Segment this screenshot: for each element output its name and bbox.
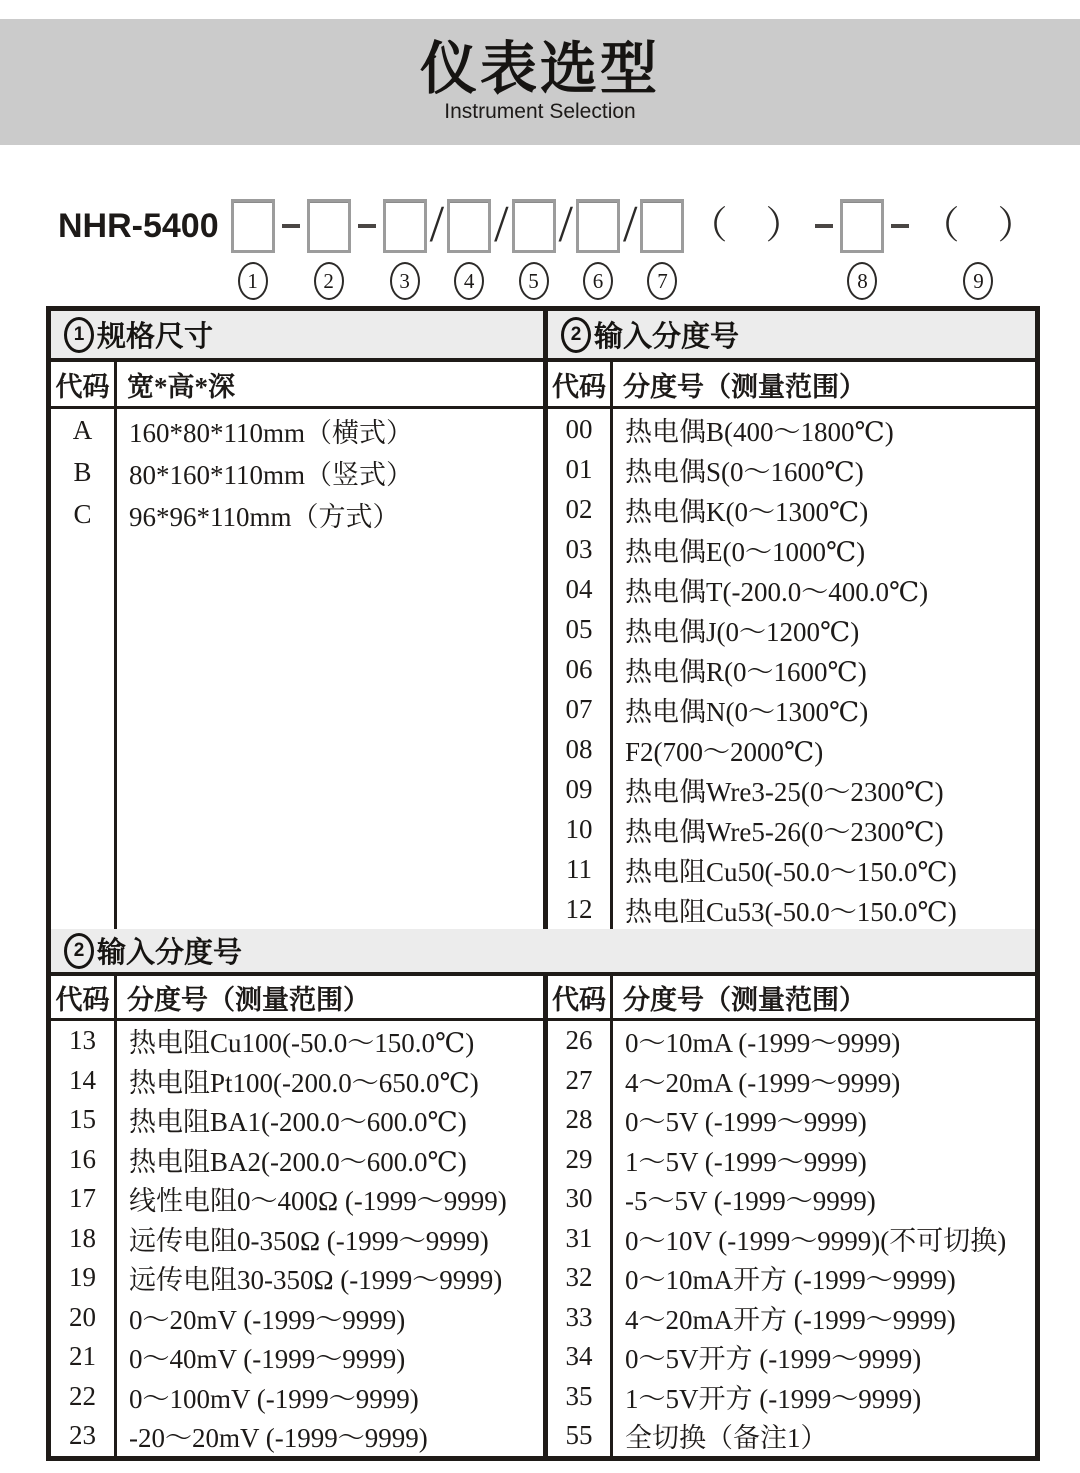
row-code: B	[73, 456, 92, 487]
row-desc: 0～40mV (-1999～9999)	[129, 1344, 406, 1375]
column-headers	[548, 976, 1035, 1021]
column-headers	[51, 976, 543, 1021]
row-desc: 远传电阻0-350Ω (-1999～9999)	[129, 1225, 489, 1256]
row-desc: F2(700～2000℃)	[625, 736, 824, 767]
blank-box-icon	[840, 199, 884, 253]
row-code: 18	[69, 1222, 96, 1253]
row-code: 13	[69, 1025, 96, 1056]
parentheses: （ ）	[921, 205, 1036, 247]
row-code: 35	[565, 1380, 593, 1411]
dash-separator	[815, 224, 833, 228]
circled-number-icon: 1	[64, 317, 94, 353]
model-number: NHR-5400	[58, 207, 219, 245]
circled-number-icon: 6	[583, 262, 613, 300]
row-desc: 热电偶T(-200.0～400.0℃)	[625, 576, 929, 607]
table-body	[548, 1021, 1035, 1456]
row-code: 21	[69, 1341, 96, 1372]
page-subtitle: Instrument Selection	[444, 100, 636, 124]
selection-table	[46, 306, 1040, 1461]
table-body	[51, 409, 543, 929]
row-code: 12	[565, 893, 593, 924]
circled-number-icon: 2	[64, 933, 94, 969]
row-code: 20	[69, 1301, 96, 1332]
row-desc: 热电阻BA1(-200.0～600.0℃)	[129, 1107, 467, 1138]
blank-box-icon	[640, 199, 684, 253]
row-desc: 热电偶B(400～1800℃)	[625, 416, 894, 447]
input-index-right	[548, 976, 1035, 1456]
column-headers	[51, 362, 543, 409]
code-position-2	[307, 199, 351, 300]
row-desc: 热电阻Cu53(-50.0～150.0℃)	[625, 896, 957, 927]
row-code: 22	[69, 1380, 96, 1411]
slash-separator: /	[622, 196, 638, 253]
row-code: 02	[565, 493, 593, 524]
slash-separator: /	[494, 196, 509, 253]
row-code: 03	[565, 533, 593, 564]
row-desc: 热电偶N(0～1300℃)	[625, 696, 869, 727]
code-position-7	[640, 199, 684, 300]
section-2	[51, 929, 1035, 1456]
row-desc: 热电阻Pt100(-200.0～650.0℃)	[129, 1067, 479, 1098]
row-code: 27	[565, 1064, 593, 1095]
row-desc: 0～100mV (-1999～9999)	[129, 1383, 419, 1414]
column-header-desc: 宽*高*深	[127, 371, 235, 402]
input-index-panel-1	[548, 311, 1035, 929]
circled-number-icon: 8	[847, 262, 877, 300]
desc-column	[613, 409, 1035, 929]
column-header-code: 代码	[548, 362, 613, 406]
circled-number-icon: 2	[561, 317, 591, 353]
row-code: 05	[565, 613, 593, 644]
blank-box-icon	[307, 199, 351, 253]
desc-column	[613, 1021, 1035, 1456]
row-desc: 80*160*110mm（竖式）	[129, 459, 414, 490]
row-code: 28	[565, 1104, 593, 1135]
row-desc: -5～5V (-1999～9999)	[625, 1186, 876, 1217]
dash-separator	[891, 224, 909, 228]
row-code: 00	[565, 413, 593, 444]
spec-size-panel	[51, 311, 548, 929]
section-title: 输入分度号	[594, 321, 740, 353]
row-code: 29	[565, 1143, 593, 1174]
row-desc: 0～10V (-1999～9999)(不可切换)	[625, 1225, 1007, 1256]
table-body	[51, 1021, 543, 1456]
row-code: 06	[565, 653, 593, 684]
circled-number-icon: 5	[519, 262, 549, 300]
code-column	[548, 409, 613, 929]
code-position-3	[383, 199, 427, 300]
row-code: 33	[565, 1301, 593, 1332]
table-body	[548, 409, 1035, 929]
circled-number-icon: 3	[390, 262, 420, 300]
blank-box-icon	[383, 199, 427, 253]
column-header-code: 代码	[51, 976, 117, 1018]
row-code: 14	[69, 1064, 96, 1095]
row-code: 08	[565, 733, 593, 764]
column-header-desc: 分度号（测量范围）	[623, 984, 866, 1015]
header-band	[0, 19, 1080, 145]
row-desc: 热电阻Cu100(-50.0～150.0℃)	[129, 1028, 475, 1059]
row-desc: 热电偶K(0～1300℃)	[625, 496, 869, 527]
row-code: 04	[565, 573, 593, 604]
section-title: 规格尺寸	[97, 321, 214, 353]
row-desc: 线性电阻0～400Ω (-1999～9999)	[129, 1186, 507, 1217]
row-code: 10	[565, 813, 593, 844]
model-code-line	[58, 196, 1080, 300]
section-header-spec	[51, 311, 543, 362]
row-desc: 160*80*110mm（横式）	[129, 417, 414, 448]
row-code: 07	[565, 693, 593, 724]
row-desc: 热电偶Wre3-25(0～2300℃)	[625, 776, 944, 807]
dash-separator	[282, 224, 300, 228]
row-desc: 0～5V (-1999～9999)	[625, 1107, 867, 1138]
column-headers	[548, 362, 1035, 409]
desc-column	[117, 409, 543, 929]
row-code: 17	[69, 1183, 96, 1214]
code-column	[51, 1021, 117, 1456]
slash-separator: /	[558, 196, 573, 253]
circled-number-icon: 4	[454, 262, 484, 300]
dash-separator	[358, 224, 376, 228]
row-desc: 热电阻Cu50(-50.0～150.0℃)	[625, 856, 957, 887]
row-code: 09	[565, 773, 593, 804]
row-desc: -20～20mV (-1999～9999)	[129, 1423, 428, 1454]
circled-number-icon: 2	[314, 262, 344, 300]
circled-number-icon: 1	[238, 262, 268, 300]
row-desc: 热电偶S(0～1600℃)	[625, 456, 864, 487]
code-position-9	[916, 199, 1040, 300]
code-position-6	[576, 199, 620, 300]
row-code: 11	[566, 853, 592, 884]
row-desc: 热电阻BA2(-200.0～600.0℃)	[129, 1146, 467, 1177]
blank-box-icon	[447, 199, 491, 253]
row-desc: 热电偶E(0～1000℃)	[625, 536, 866, 567]
code-position-8	[840, 199, 884, 300]
code-column	[548, 1021, 613, 1456]
blank-box-icon	[576, 199, 620, 253]
row-code: 19	[69, 1262, 96, 1293]
column-header-desc: 分度号（测量范围）	[127, 984, 370, 1015]
row-desc: 1～5V (-1999～9999)	[625, 1146, 867, 1177]
row-desc: 0～10mA (-1999～9999)	[625, 1028, 901, 1059]
page-title: 仪表选型	[420, 36, 660, 101]
column-header-code: 代码	[548, 976, 613, 1018]
row-code: 32	[565, 1262, 593, 1293]
row-desc: 热电偶J(0～1200℃)	[625, 616, 860, 647]
parentheses: （ ）	[689, 205, 804, 247]
circled-number-icon: 9	[963, 262, 993, 300]
row-code: 55	[565, 1420, 593, 1451]
circled-number-icon: 7	[647, 262, 677, 300]
code-column	[51, 409, 117, 929]
row-code: 15	[69, 1104, 96, 1135]
row-code: C	[73, 498, 92, 529]
section-2-grid	[51, 976, 1035, 1456]
row-desc: 热电偶R(0～1600℃)	[625, 656, 867, 687]
row-code: 30	[565, 1183, 593, 1214]
section-1	[51, 311, 1035, 929]
row-desc: 4～20mA开方 (-1999～9999)	[625, 1304, 956, 1335]
slash-separator: /	[429, 196, 445, 253]
row-code: 26	[565, 1025, 593, 1056]
row-desc: 1～5V开方 (-1999～9999)	[625, 1383, 922, 1414]
row-code: 16	[69, 1143, 96, 1174]
row-desc: 96*96*110mm（方式）	[129, 501, 400, 532]
row-desc: 0～20mV (-1999～9999)	[129, 1304, 406, 1335]
row-code: 31	[565, 1222, 593, 1253]
desc-column	[117, 1021, 543, 1456]
row-code: 34	[565, 1341, 593, 1372]
code-position-4	[447, 199, 491, 300]
row-code: A	[72, 414, 93, 445]
column-header-code: 代码	[51, 362, 117, 406]
section-title: 输入分度号	[97, 937, 243, 969]
input-index-left	[51, 976, 548, 1456]
column-header-desc: 分度号（测量范围）	[623, 371, 866, 402]
row-code: 23	[69, 1420, 96, 1451]
section-header-input-2	[51, 929, 1035, 976]
row-desc: 4～20mA (-1999～9999)	[625, 1067, 901, 1098]
row-desc: 0～5V开方 (-1999～9999)	[625, 1344, 922, 1375]
code-position-5	[512, 199, 556, 300]
row-desc: 热电偶Wre5-26(0～2300℃)	[625, 816, 944, 847]
row-desc: 0～10mA开方 (-1999～9999)	[625, 1265, 956, 1296]
code-position-1	[231, 199, 275, 300]
row-desc: 远传电阻30-350Ω (-1999～9999)	[129, 1265, 503, 1296]
blank-box-icon	[231, 199, 275, 253]
row-code: 01	[565, 453, 593, 484]
row-desc: 全切换（备注1）	[625, 1423, 828, 1454]
blank-box-icon	[512, 199, 556, 253]
section-header-input	[548, 311, 1035, 362]
